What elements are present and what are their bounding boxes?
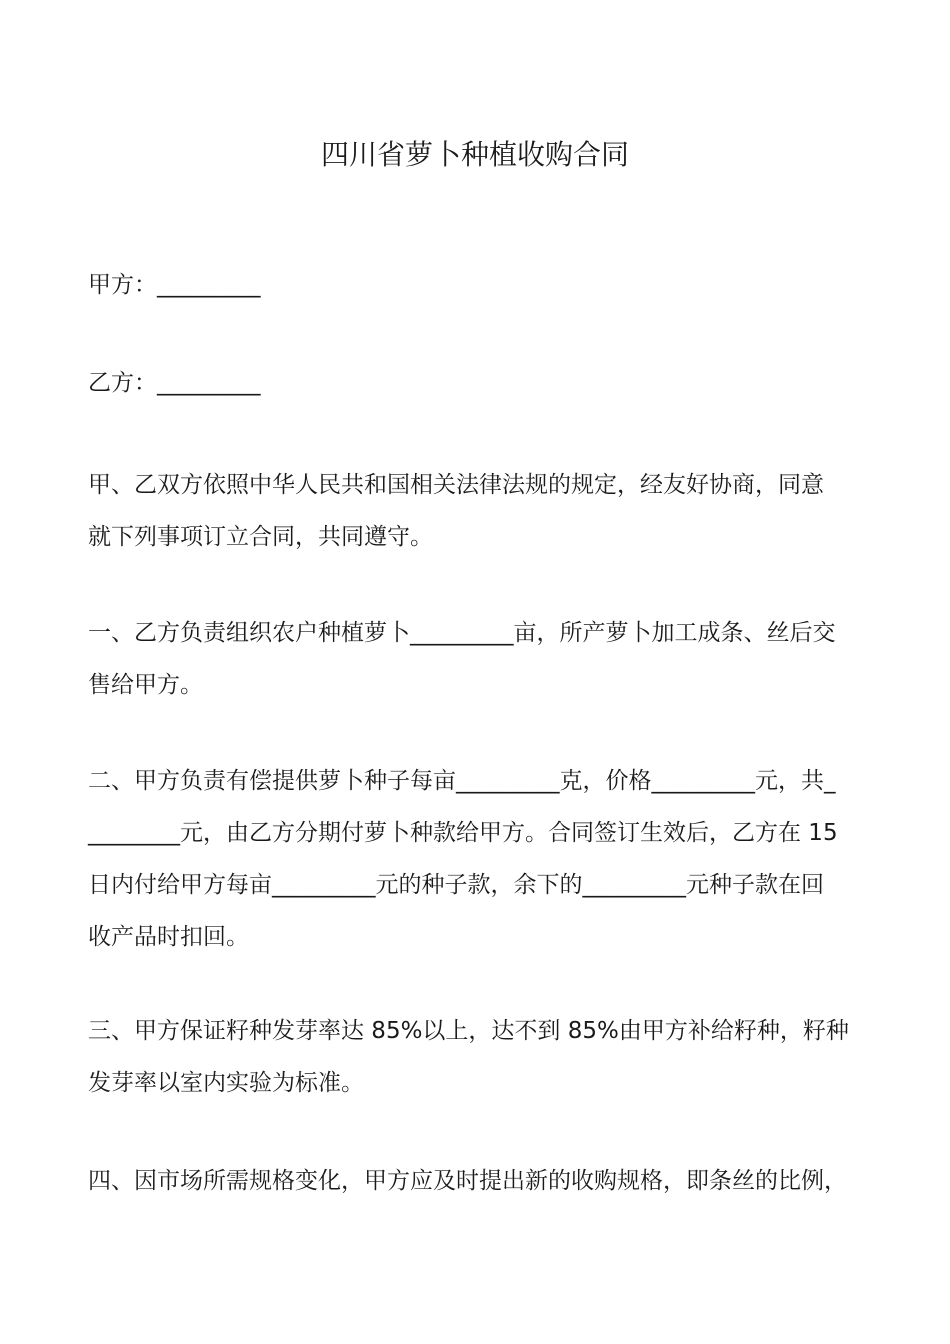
preamble-line: 甲、乙双方依照中华人民共和国相关法律法规的规定，经友好协商，同意 (88, 472, 824, 498)
preamble-line: 就下列事项订立合同，共同遵守。 (88, 524, 433, 550)
clause-1-line: 售给甲方。 (88, 672, 203, 698)
party-a-text: 甲方：_________ (88, 272, 261, 298)
party-b-line (88, 357, 868, 409)
clause-3-line: 三、甲方保证籽种发芽率达 85%以上，达不到 85%由甲方补给籽种，籽种 (88, 1018, 849, 1044)
clause-2-line: 日内付给甲方每亩_________元的种子款，余下的_________元种子款在回 (88, 872, 824, 898)
clause-1-line: 一、乙方负责组织农户种植萝卜_________亩，所产萝卜加工成条、丝后交 (88, 620, 836, 646)
clause-2-line: 收产品时扣回。 (88, 924, 249, 950)
clause-2-paragraph (88, 755, 868, 963)
clause-1-paragraph (88, 607, 868, 711)
preamble-paragraph (88, 459, 868, 563)
clause-3-line: 发芽率以室内实验为标准。 (88, 1070, 364, 1096)
party-a-line (88, 259, 868, 311)
clause-2-line: 二、甲方负责有偿提供萝卜种子每亩_________克，价格_________元，共_ (88, 768, 836, 794)
clause-2-line: ________元，由乙方分期付萝卜种款给甲方。合同签订生效后，乙方在 15 (88, 820, 838, 846)
clause-3-paragraph (88, 1005, 868, 1109)
clause-4-paragraph (88, 1155, 868, 1207)
party-b-text: 乙方：_________ (88, 370, 261, 396)
document-title: 四川省萝卜种植收购合同 (320, 137, 629, 171)
clause-4-line: 四、因市场所需规格变化，甲方应及时提出新的收购规格，即条丝的比例， (88, 1168, 847, 1194)
